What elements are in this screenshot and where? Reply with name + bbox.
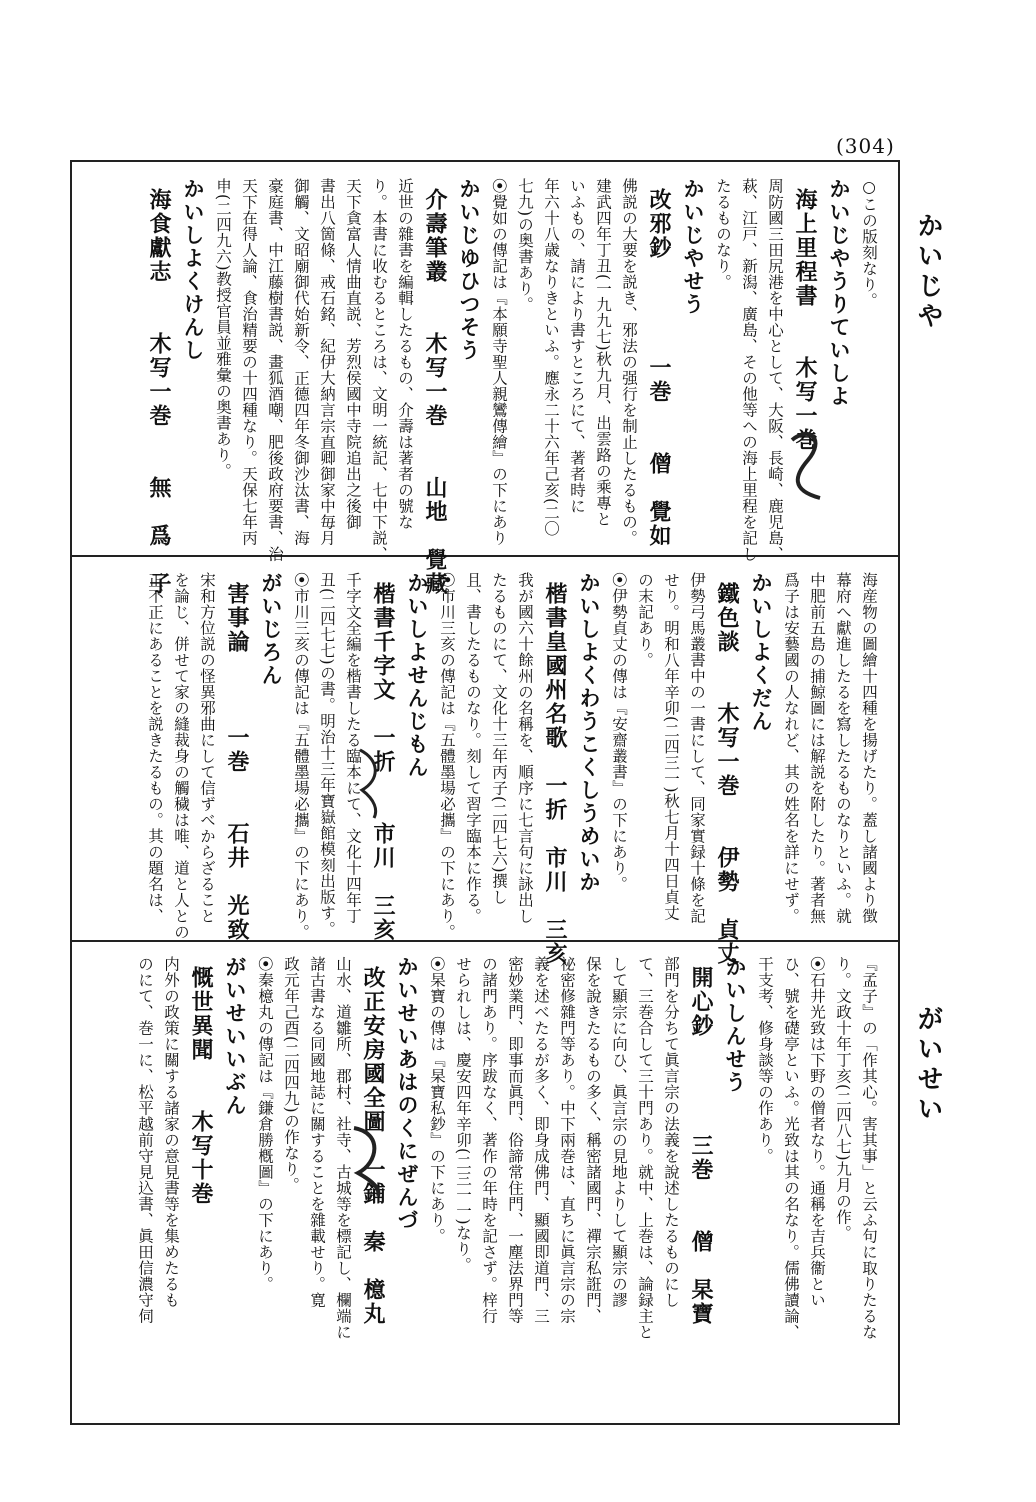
entry-reading: かいせいあはのくにぜんづ [395,956,420,1232]
entry-title: 改邪鈔 一巻 僧 覺如 [646,188,672,548]
entry-reading: かいじやうりていしよ [827,178,852,408]
entry-text: 七九)の奥書あり。 [516,178,534,313]
entry-reading: がいじろん [259,572,284,687]
entry-text: の諸門あり。序跋なく、著作の年時を記さず。梓行 [480,956,498,1324]
entry-text: して顯宗に向ひ、眞言宗の見地よりして顯宗の謬 [610,956,628,1308]
entry-title: 介壽筆叢 木写一巻 山地 覺藏 [422,188,448,596]
entry-text: ⦿市川三亥の傳記は『五體墨場必攜』の下にあり。 [292,572,310,941]
entry-text: 申(二四九六)教授官員並雅彙の奥書あり。 [214,178,232,480]
entry-text: 幕府へ獻進したるを寫したるものなりといふ。就 [834,572,852,924]
entry-text: せり。明和八年辛卯(二四三一)秋七月十四日貞丈 [662,572,680,922]
entry-text: り。本書に收むるところは、文明一統記、七中下説、 [370,178,388,562]
entry-text: 萩、江戸、新潟、廣島、その他等への海上里程を記し [740,178,758,562]
entry-text: 密妙業門、即事而眞門、俗諦常住門、一塵法界門等 [506,956,524,1324]
entry-text: 義を述べたるが多く、即身成佛門、顯國即道門、三 [532,956,550,1324]
entry-reading: かいしんせう [723,956,748,1094]
entry-text: せられしは、慶安四年辛卯(二三一一)なり。 [454,956,472,1274]
entry-reading: かいしよくけんし [181,178,206,362]
entry-text: 干支考、修身談等の作あり。 [756,956,774,1164]
entry-text: 部門を分ちて眞言宗の法義を說述したるものにし [662,956,680,1308]
entry-text: ○この版刻なり。 [860,178,878,309]
entry-text: 丑(二四七七)の書。明治十三年寶嶽館模刻出版す。 [318,572,336,938]
entry-reading: かいしよくわうこくしうめいか [577,572,602,894]
entry-text: 海産物の圖繪十四種を揚げたり。蓋し諸國より徴 [860,572,878,924]
entry-text: て、三巻合して三十門あり。就中、上巻は、論録主と [636,956,654,1340]
entry-text: 御觸、文昭廟御代始新令、正德四年冬御沙汰書、海 [292,178,310,546]
entry-title: 害事論 一巻 石井 光致 [224,582,250,942]
entry-title: 海上里程書 木写一巻 [792,188,818,452]
entry-text: ⦿覺如の傳記は『本願寺聖人親鸞傳繪』の下にあり [490,178,508,547]
handwritten-mark-1 [780,420,830,510]
entry-text: を論じ、併せて家の縫裁身の觸穢は唯、道と人との [172,572,190,940]
entry-title: 慨世異聞 木写十巻 [188,966,214,1206]
entry-text: 宋和方位説の怪異邪曲にして信ずべからざること [198,572,216,924]
entry-text: 近世の雜書を編輯したるもの、介壽は著者の號な [396,178,414,530]
entry-text: 書出八箇條、戒石銘、紀伊大納言宗直卿御家中毎月 [318,178,336,546]
handwritten-mark-3 [348,1118,388,1198]
entry-title: 鐵色談 木写一巻 伊勢 貞丈 [714,582,740,966]
entry-text: いふもの、請により書すところにて、著者時に [568,178,586,514]
entry-reading: かいしよくだん [749,572,774,733]
entry-title: 改正安房國全圖 一鋪 秦 檍丸 [360,966,386,1326]
entry-text: 山水、道雛所、郡村、社寺、古城等を標記し、欄端に [334,956,352,1340]
handwritten-mark-2 [350,740,390,820]
entry-text: 諸古書なる同國地誌に關することを雜載せり。寛 [308,956,326,1308]
entry-text: 伊勢弓馬叢書中の一書にして、同家實録十條を記 [688,572,706,924]
entry-text: ⦿市川三亥の傳記は『五體墨場必攜』の下にあり。 [438,572,456,941]
entry-text: 我が國六十餘州の名稱を、順序に七言句に詠出し [516,572,534,924]
entry-text: 内外の政策に關する諸家の意見書等を集めたるも [162,956,180,1308]
entry-text: たるものなり。 [714,178,732,290]
entry-text: 建武四年丁丑(一九九七)秋九月、出雲路の乘專と [594,178,612,528]
entry-text: たるものにて、文化十三年丙子(二四七六)撰し [490,572,508,906]
entry-text: 保を說きたるもの多く、稱密諸國門、禪宗私誑門、 [584,956,602,1324]
entry-text: 豪庭書、中江藤樹書説、畫狐酒嘲、肥後政府要書、治 [266,178,284,562]
frame-divider-lower [70,940,900,942]
entry-text: 『孟子』の「作其心。害其事」と云ふ句に取りたるな [860,956,878,1340]
entry-text: 中肥前五島の捕鯨圖には解説を附したり。著者無 [808,572,826,924]
entry-text: のにて、巻一に、松平越前守見込書、眞田信濃守伺 [136,956,154,1324]
entry-text: 天下在得人論、食治精要の十四種なり。天保七年丙 [240,178,258,546]
entry-title: 楷書千字文 一折 市川 三亥 [370,582,396,942]
entry-text: り。文政十年丁亥(二四八七)九月の作。 [834,956,852,1242]
entry-text: ⦿杲寶の傳は『杲寶私鈔』の下にあり。 [428,956,446,1245]
entry-reading: かいじゆひつそう [457,178,482,362]
tab-lower: がいせい [913,1005,943,1125]
page-number: (304) [836,134,895,158]
entry-text: ⦿伊勢貞丈の傳は『安齋叢書』の下にあり。 [610,572,628,893]
entry-text: 千字文全編を楷書したる臨本にて、文化十四年丁 [344,572,362,924]
entry-reading: がいせいいぶん [223,956,248,1117]
entry-reading: かいじやせう [681,178,706,316]
entry-title: 海食獻志 木写一巻 無 爲 子 [146,188,172,596]
entry-text: ⦿秦檍丸の傳記は『鎌倉勝槪圖』の下にあり。 [256,956,274,1293]
entry-text: 周防國三田尻港を中心として、大阪、長崎、鹿児島、 [766,178,784,562]
entry-text: ひ、號を礎亭といふ。光致は其の名なり。儒佛讀論、 [782,956,800,1340]
entry-text: 祕密修雜門等あり。中下兩巻は、直ちに眞言宗の宗 [558,956,576,1324]
entry-text: 爲子は安藝國の人なれど、其の姓名を詳にせず。 [782,572,800,924]
entry-text: 正不正にあることを説きたるもの。其の題名は、 [146,572,164,924]
entry-title: 開心鈔 三巻 僧 杲寶 [688,966,714,1326]
tab-upper: かいじや [913,212,943,332]
entry-text: 且、書したるものなり。刻して習字臨本に作る。 [464,572,482,924]
entry-text: 天下貪富人情曲直説、芳烈侯國中寺院追出之後御 [344,178,362,530]
entry-title: 楷書皇國州名歌 一折 市川 三亥 [542,582,568,966]
entry-text: の末記あり。 [636,572,654,668]
entry-text: ⦿石井光致は下野の僧者なり。通稱を吉兵衞とい [808,956,826,1309]
entry-text: 年六十八歳なりきといふ。應永二十六年己亥(二〇 [542,178,560,537]
entry-text: 佛説の大要を説き、邪法の强行を制止したるもの。 [620,178,638,546]
entry-text: 政元年己酉(二四四九)の作なり。 [282,956,300,1194]
entry-reading: かいしよせんじもん [405,572,430,779]
